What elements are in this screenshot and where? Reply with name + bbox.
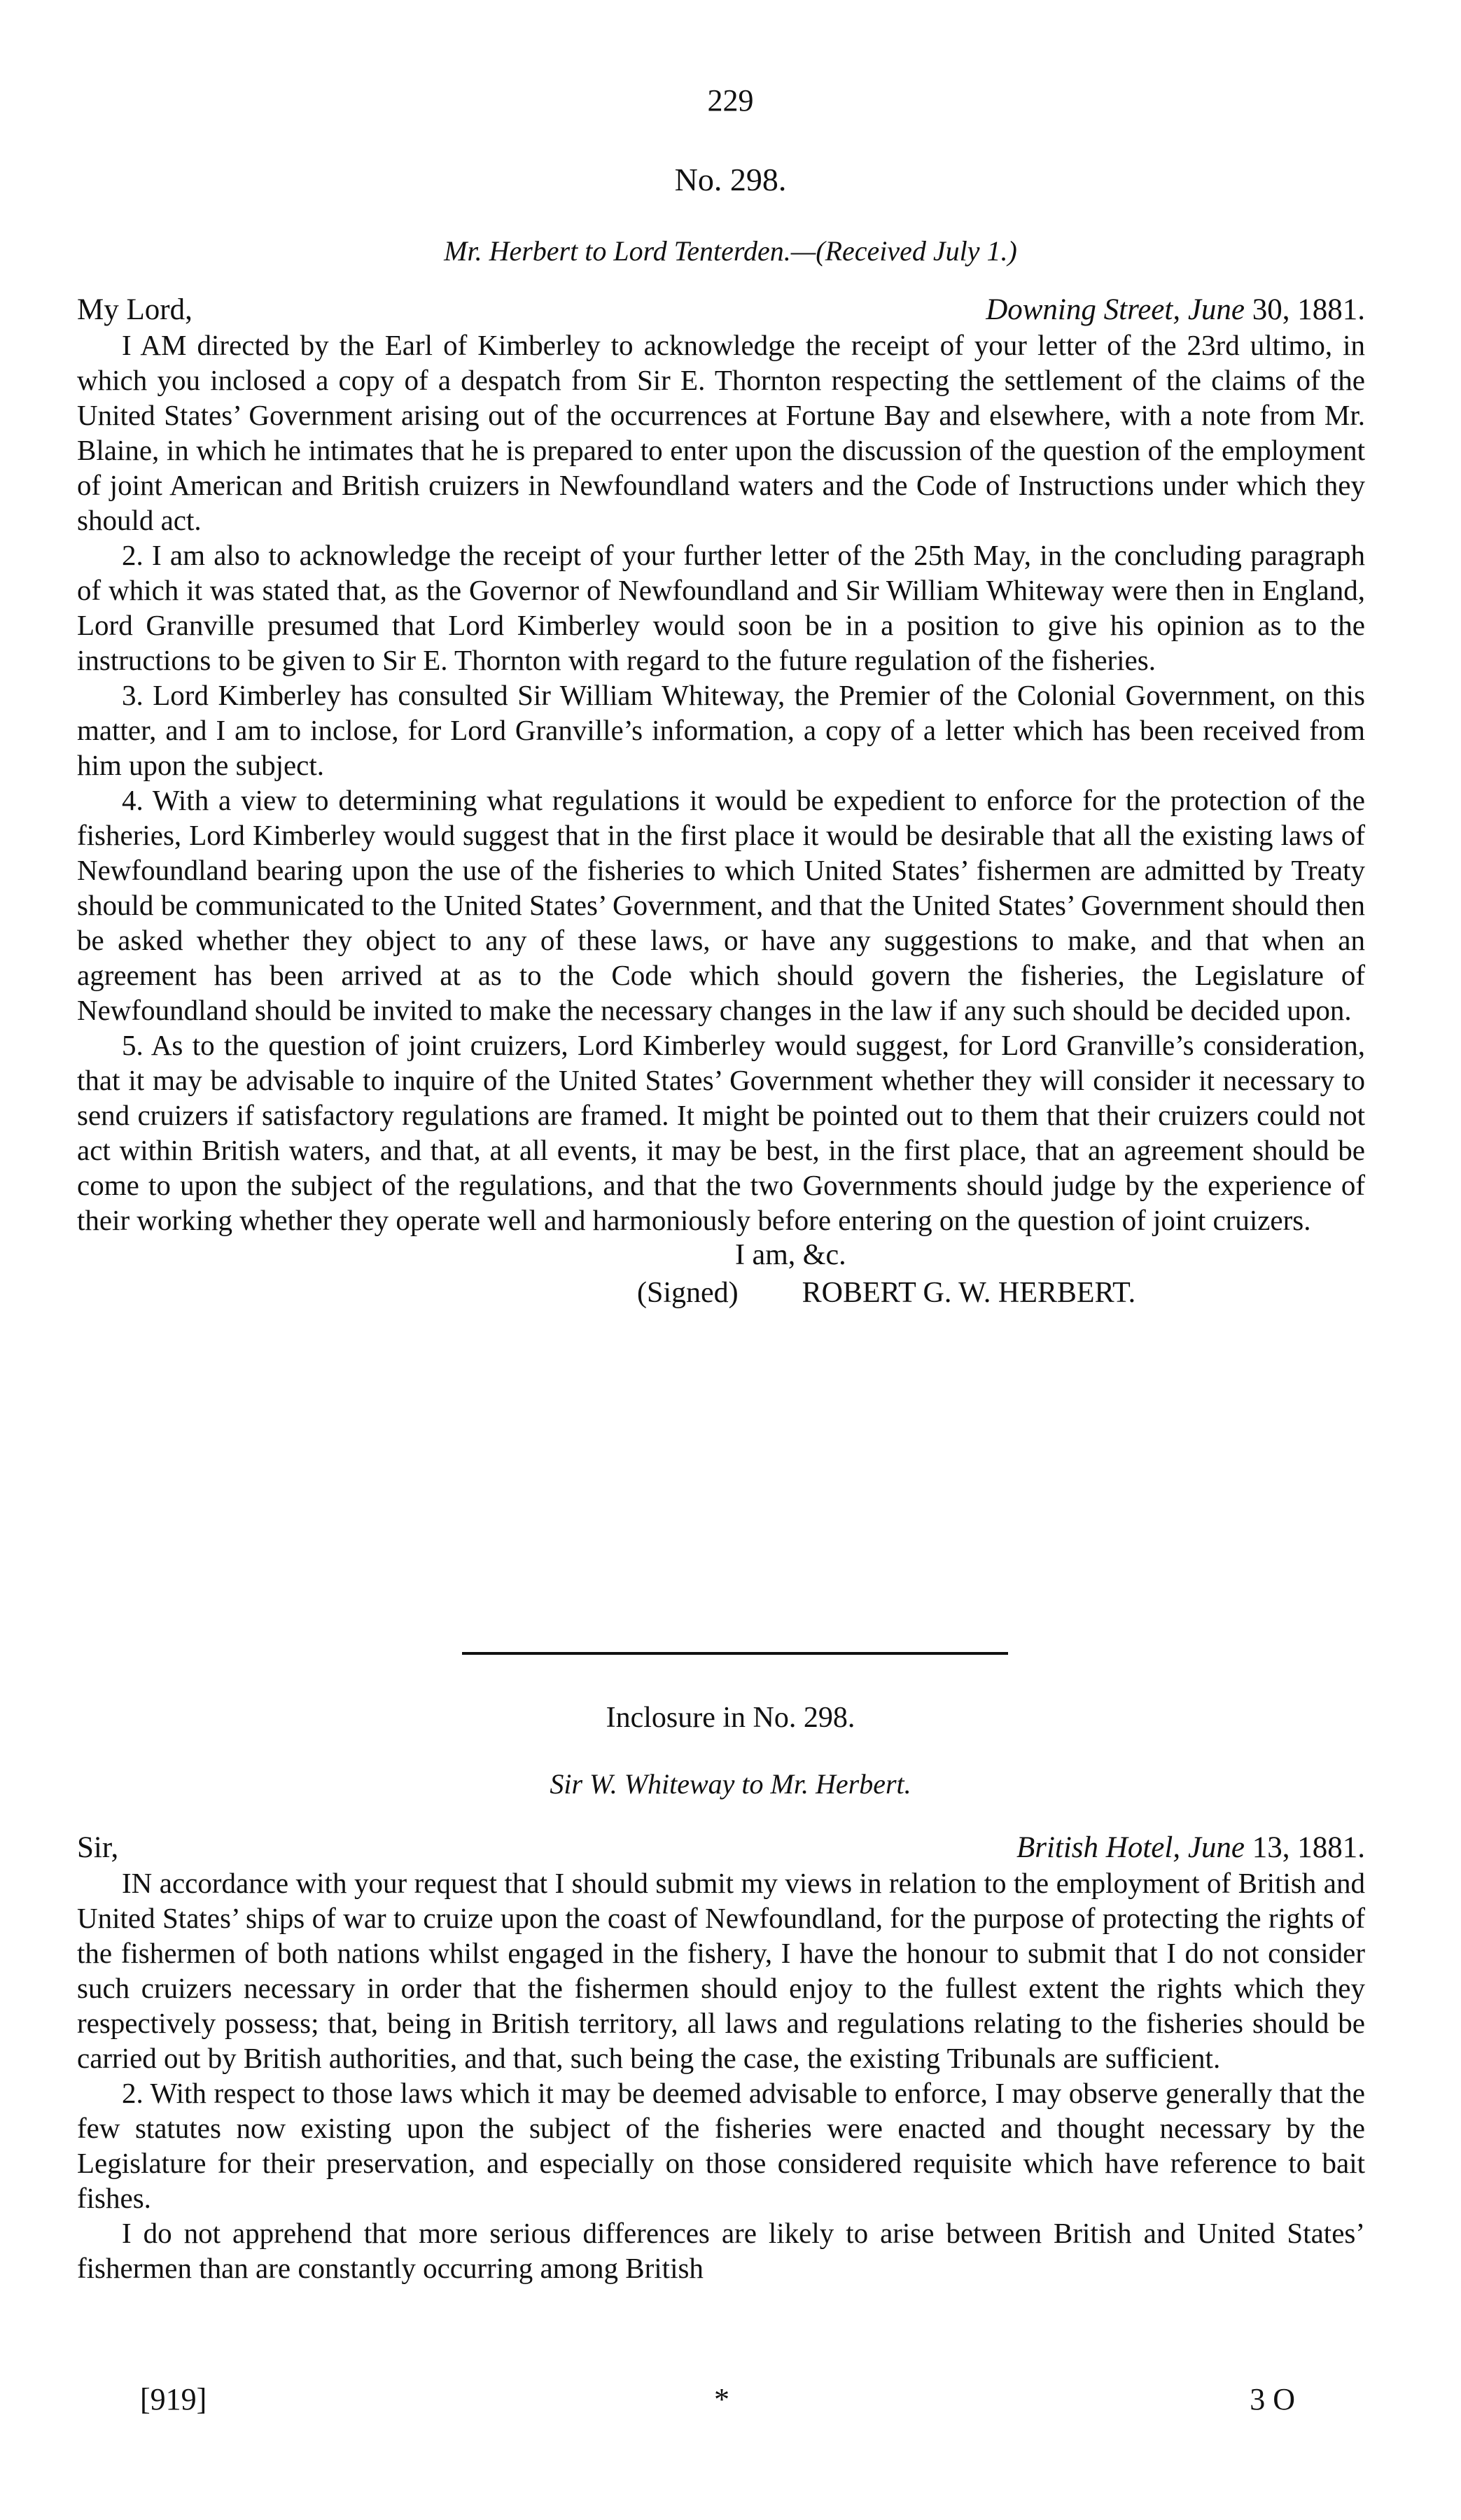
letter-heading: Mr. Herbert to Lord Tenterden.—(Received July 1.) [444,235,1017,267]
letter-place-date [986,293,1365,328]
inclosure-place-date [1016,1830,1365,1865]
signature: ROBERT G. W. HERBERT. [802,1277,1136,1309]
signed-label: (Signed) [637,1277,739,1309]
letter-date: 30, 1881. [1252,293,1365,326]
inclosure-title: Inclosure in No. 298. [606,1702,855,1734]
inclosure-body [77,1830,1365,2286]
letter-salutation: My Lord, [77,293,193,326]
document-number: No. 298. [674,162,787,197]
letter-salutation-row [77,293,1365,328]
letter-place: Downing Street, June [986,293,1245,326]
paragraph: IN accordance with your request that I should submit my views in relation to the employment of British and United States’ ships of war to cruize upon the coast of Newfoundland, for the purpose of protecting the rights of the fishermen of both nations whilst engaged in the fishery, I have the honour to submit that I do not consider such cruizers necessary in order that the fishermen should enjoy to the fullest extent the rights which they respectively possess; that, being in British territory, all laws and regulations relating to the fisheries should be carried out by British authorities, and that, such being the case, the existing Tribunals are sufficient. [77,1867,1365,2074]
inclosure-heading: Sir W. Whiteway to Mr. Herbert. [550,1768,911,1800]
footer-asterisk: * [714,2382,729,2416]
paragraph: 5. As to the question of joint cruizers, Lord Kimberley would suggest, for Lord Granville’s consideration, that it may be advisable to inquire of the United States’ Government whether they will consider it necessary to send cruizers if satisfactory regulations are framed. It might be pointed out to them that their cruizers could not act within British waters, and that, at all events, it may be best, in the first place, that an agreement should be come to upon the subject of the regulations, and that the two Governments should judge by the experience of their working whether they operate well and harmoniously before entering on the question of joint cruizers. [77,1029,1365,1236]
paragraph: I AM directed by the Earl of Kimberley to acknowledge the receipt of your letter of the 23rd ultimo, in which you inclosed a copy of a despatch from Sir E. Thornton respecting the settlement of the claims of the United States’ Government arising out of the occurrences at Fortune Bay and elsewhere, with a note from Mr. Blaine, in which he intimates that he is prepared to enter upon the discussion of the question of the employment of joint American and British cruizers in Newfoundland waters and the Code of Instructions under which they should act. [77,329,1365,536]
paragraph: 3. Lord Kimberley has consulted Sir William Whiteway, the Premier of the Colonial Government, on this matter, and I am to inclose, for Lord Granville’s information, a copy of a letter which has been received from him upon the subject. [77,679,1365,781]
paragraph: 2. I am also to acknowledge the receipt of your further letter of the 25th May, in the concluding paragraph of which it was stated that, as the Governor of Newfoundland and Sir William Whiteway were then in England, Lord Granville presumed that Lord Kimberley would soon be in a position to give his opinion as to the instructions to be given to Sir E. Thornton with regard to the future regulation of the fisheries. [77,539,1365,676]
closing: I am, &c. [735,1239,846,1271]
page-number: 229 [707,83,754,118]
section-divider [462,1652,1008,1655]
footer-signature-mark: [919] [140,2382,207,2416]
inclosure-salutation-row [77,1830,1365,1865]
inclosure-place: British Hotel, June [1016,1831,1245,1864]
letter-body [77,293,1365,1310]
inclosure-date: 13, 1881. [1252,1831,1365,1864]
paragraph: 2. With respect to those laws which it may be deemed advisable to enforce, I may observe generally that the few statutes now existing upon the subject of the fisheries were enacted and thought necessary by the Legislature for their preservation, and especially on those considered requisite which have reference to bait fishes. [77,2077,1365,2214]
inclosure-salutation: Sir, [77,1831,119,1864]
footer-sheet-mark: 3 O [1250,2382,1295,2416]
paragraph: 4. With a view to determining what regulations it would be expedient to enforce for the protection of the fisheries, Lord Kimberley would suggest that in the first place it would be desirable that all the existing laws of Newfoundland bearing upon the use of the fisheries to which United States’ fishermen are admitted by Treaty should be communicated to the United States’ Government, and that the United States’ Government should then be asked whether they object to any of these laws, or have any suggestions to make, and that when an agreement has been arrived at as to the Code which should govern the fisheries, the Legislature of Newfoundland should be invited to make the necessary changes in the law if any such should be decided upon. [77,784,1365,1026]
paragraph: I do not apprehend that more serious differences are likely to arise between British and United States’ fishermen than are constantly occurring among British [77,2217,1365,2284]
signature-line [77,1275,1365,1310]
